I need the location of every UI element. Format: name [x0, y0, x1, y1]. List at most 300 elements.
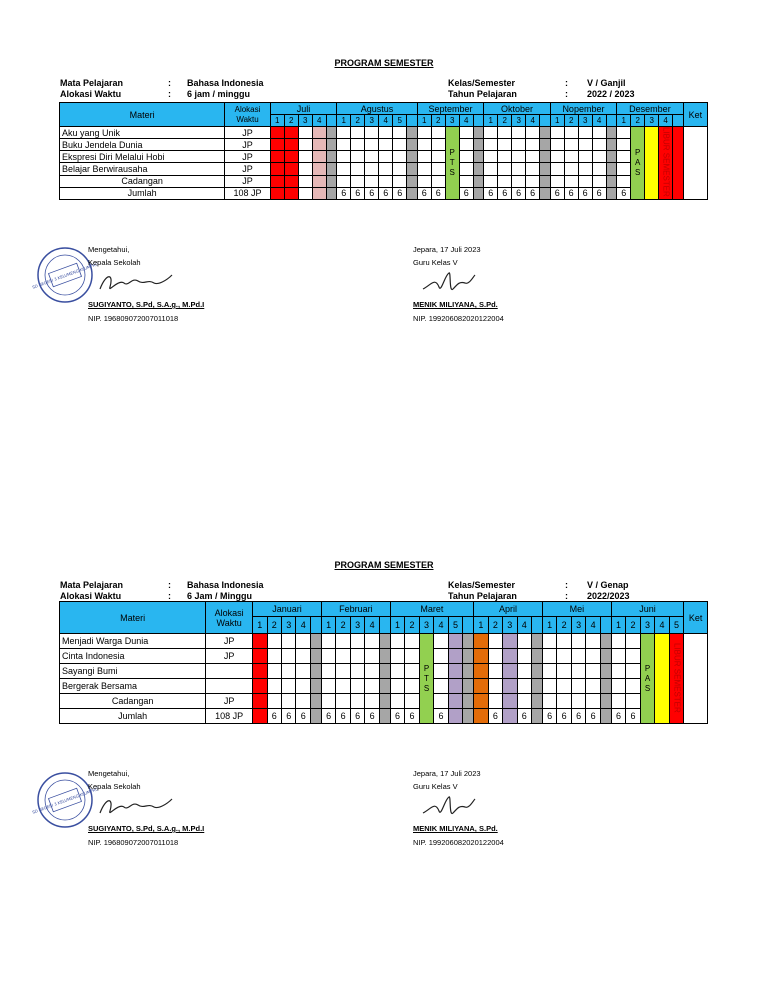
week-cell: [498, 139, 512, 151]
week-cell: [532, 664, 543, 679]
week-cell: [365, 694, 379, 709]
week-cell: [312, 139, 326, 151]
materi-cell: Sayangi Bumi: [60, 664, 206, 679]
materi-cell: Cadangan: [60, 694, 206, 709]
week-cell: 6: [336, 709, 350, 724]
week-cell: [473, 151, 484, 163]
jp-cell: JP: [225, 175, 271, 187]
yellow-cell: [645, 127, 659, 200]
week-number: 3: [419, 617, 433, 634]
week-number: 3: [512, 115, 526, 127]
week-cell: [463, 709, 474, 724]
week-number: 3: [282, 617, 296, 634]
jumlah-label: Jumlah: [60, 709, 206, 724]
week-cell: [253, 634, 267, 649]
week-cell: [617, 127, 631, 139]
week-number: 1: [390, 617, 404, 634]
materi-header: Materi: [60, 103, 225, 127]
week-cell: 6: [586, 709, 600, 724]
week-cell: [540, 175, 551, 187]
week-cell: [379, 127, 393, 139]
week-cell: [321, 649, 335, 664]
week-cell: 6: [517, 709, 531, 724]
week-number: 1: [253, 617, 267, 634]
pts-label: PTS: [423, 663, 430, 693]
jp-cell: JP: [206, 634, 253, 649]
week-number: 2: [564, 115, 578, 127]
week-cell: [379, 151, 393, 163]
week-cell: [512, 163, 526, 175]
week-cell: [267, 679, 281, 694]
week-cell: [606, 151, 617, 163]
week-cell: [417, 139, 431, 151]
doc1-info: [60, 78, 720, 102]
month-header: Januari: [253, 602, 322, 617]
month-header: April: [474, 602, 543, 617]
week-cell: [564, 127, 578, 139]
week-number: 3: [645, 115, 659, 127]
alokasi-header: Alokasi Waktu: [225, 103, 271, 127]
alokasi-label: Alokasi Waktu: [60, 89, 122, 99]
pas-cell: [640, 634, 654, 724]
week-cell: [390, 649, 404, 664]
week-gap: [407, 115, 418, 127]
week-cell: [310, 709, 321, 724]
week-cell: [526, 139, 540, 151]
guru-signature-block: [413, 769, 553, 849]
week-cell: [270, 127, 284, 139]
week-cell: [321, 634, 335, 649]
place-date: Jepara, 17 Juli 2023: [413, 769, 481, 778]
libur-label: LIBUR SEMESTER: [672, 642, 682, 713]
week-cell: [564, 151, 578, 163]
week-cell: [617, 163, 631, 175]
week-cell: 6: [390, 709, 404, 724]
week-cell: [611, 664, 625, 679]
week-cell: [434, 649, 448, 664]
week-cell: [337, 139, 351, 151]
week-cell: [474, 649, 488, 664]
week-number: 2: [284, 115, 298, 127]
week-cell: [488, 664, 502, 679]
week-cell: [571, 679, 585, 694]
week-cell: [463, 664, 474, 679]
week-cell: [488, 634, 502, 649]
week-cell: 6: [542, 709, 556, 724]
week-cell: [540, 139, 551, 151]
week-cell: [393, 151, 407, 163]
week-cell: [296, 634, 310, 649]
week-cell: [474, 679, 488, 694]
alokasi-value: 6 Jam / Minggu: [187, 591, 253, 601]
week-cell: [310, 634, 321, 649]
week-cell: [336, 664, 350, 679]
week-cell: [365, 649, 379, 664]
week-cell: 6: [488, 709, 502, 724]
week-number: 1: [337, 115, 351, 127]
week-cell: [474, 709, 488, 724]
week-cell: [390, 679, 404, 694]
tahun-value: 2022/2023: [587, 591, 630, 601]
week-cell: [298, 151, 312, 163]
week-cell: 6: [417, 187, 431, 199]
week-cell: [600, 679, 611, 694]
week-cell: [326, 127, 337, 139]
week-cell: [431, 127, 445, 139]
month-header: Juni: [611, 602, 683, 617]
week-cell: [296, 649, 310, 664]
week-cell: [564, 163, 578, 175]
week-cell: [351, 139, 365, 151]
week-cell: 6: [393, 187, 407, 199]
week-cell: [350, 649, 364, 664]
pts-label: PTS: [449, 147, 455, 177]
week-cell: [498, 175, 512, 187]
week-cell: 6: [379, 187, 393, 199]
week-cell: [550, 175, 564, 187]
week-number: 4: [586, 617, 600, 634]
week-cell: [532, 649, 543, 664]
week-cell: [365, 634, 379, 649]
week-cell: [484, 127, 498, 139]
week-cell: [488, 694, 502, 709]
week-gap: [540, 115, 551, 127]
week-cell: 6: [365, 187, 379, 199]
week-cell: [550, 127, 564, 139]
week-cell: [503, 694, 517, 709]
week-cell: [600, 694, 611, 709]
week-number: 4: [517, 617, 531, 634]
week-cell: [578, 127, 592, 139]
week-cell: [267, 694, 281, 709]
mapel-value: Bahasa Indonesia: [187, 78, 264, 88]
week-cell: [600, 664, 611, 679]
week-cell: [473, 187, 484, 199]
week-number: 4: [526, 115, 540, 127]
school-stamp: [31, 771, 99, 829]
week-cell: [434, 679, 448, 694]
week-cell: [611, 694, 625, 709]
week-cell: 6: [321, 709, 335, 724]
week-cell: [326, 163, 337, 175]
week-cell: [626, 649, 640, 664]
week-cell: [592, 127, 606, 139]
week-cell: [407, 139, 418, 151]
week-cell: [253, 709, 267, 724]
week-cell: [503, 664, 517, 679]
kepala-signature: [96, 793, 176, 821]
week-cell: [326, 151, 337, 163]
week-cell: 6: [484, 187, 498, 199]
week-cell: [296, 664, 310, 679]
week-cell: [557, 664, 571, 679]
week-cell: [517, 634, 531, 649]
week-cell: 6: [578, 187, 592, 199]
week-cell: [526, 127, 540, 139]
week-cell: [298, 175, 312, 187]
jp-cell: JP: [206, 649, 253, 664]
jp-cell: [206, 679, 253, 694]
week-cell: [473, 175, 484, 187]
week-cell: [321, 694, 335, 709]
week-cell: [626, 694, 640, 709]
week-cell: [592, 139, 606, 151]
week-cell: [498, 151, 512, 163]
week-number: 3: [578, 115, 592, 127]
week-cell: [379, 649, 390, 664]
week-cell: [282, 634, 296, 649]
week-cell: [336, 694, 350, 709]
week-cell: [390, 634, 404, 649]
week-number: 1: [474, 617, 488, 634]
week-cell: [298, 163, 312, 175]
pts-cell: [445, 127, 459, 200]
week-cell: [463, 649, 474, 664]
week-cell: [474, 664, 488, 679]
week-cell: 6: [564, 187, 578, 199]
week-cell: [473, 139, 484, 151]
week-cell: [282, 679, 296, 694]
week-cell: [526, 175, 540, 187]
week-cell: [626, 679, 640, 694]
week-cell: 6: [296, 709, 310, 724]
colon: :: [168, 580, 171, 590]
kelas-value: V / Genap: [587, 580, 629, 590]
guru-label: Guru Kelas V: [413, 782, 458, 791]
week-cell: 6: [351, 187, 365, 199]
week-cell: [448, 634, 462, 649]
week-cell: [617, 175, 631, 187]
alokasi-header: Alokasi Waktu: [206, 602, 253, 634]
week-cell: [282, 664, 296, 679]
week-cell: [459, 139, 473, 151]
week-cell: 6: [267, 709, 281, 724]
week-cell: [253, 664, 267, 679]
doc1-title: PROGRAM SEMESTER: [334, 58, 434, 68]
week-gap: [600, 617, 611, 634]
week-number: 4: [365, 617, 379, 634]
week-cell: [321, 679, 335, 694]
week-cell: [417, 151, 431, 163]
week-cell: [484, 163, 498, 175]
week-number: 2: [626, 617, 640, 634]
week-cell: [578, 139, 592, 151]
week-cell: [474, 634, 488, 649]
week-gap: [532, 617, 543, 634]
week-cell: [550, 139, 564, 151]
week-number: 4: [592, 115, 606, 127]
week-cell: [606, 175, 617, 187]
week-number: 1: [270, 115, 284, 127]
week-cell: [540, 187, 551, 199]
month-header: Desember: [617, 103, 683, 115]
week-cell: [417, 175, 431, 187]
week-cell: [571, 694, 585, 709]
week-gap: [473, 115, 484, 127]
week-cell: [512, 139, 526, 151]
week-cell: [298, 139, 312, 151]
week-cell: [312, 175, 326, 187]
week-cell: [542, 634, 556, 649]
ket-header: Ket: [684, 602, 708, 634]
week-cell: 6: [459, 187, 473, 199]
week-gap: [379, 617, 390, 634]
week-gap: [326, 115, 337, 127]
week-number: 1: [484, 115, 498, 127]
week-cell: [267, 664, 281, 679]
week-cell: [365, 139, 379, 151]
colon: :: [565, 78, 568, 88]
week-cell: [571, 649, 585, 664]
week-cell: 6: [617, 187, 631, 199]
ket-cell: [683, 127, 707, 200]
week-cell: [488, 649, 502, 664]
yellow-cell: [655, 634, 669, 724]
colon: :: [565, 89, 568, 99]
week-cell: 6: [571, 709, 585, 724]
mapel-value: Bahasa Indonesia: [187, 580, 264, 590]
week-number: 4: [312, 115, 326, 127]
week-cell: [484, 151, 498, 163]
mapel-label: Mata Pelajaran: [60, 580, 124, 590]
mengetahui-label: Mengetahui,: [88, 769, 130, 778]
week-cell: [321, 664, 335, 679]
week-cell: [365, 679, 379, 694]
week-number: 2: [488, 617, 502, 634]
week-gap: [310, 617, 321, 634]
week-cell: [417, 163, 431, 175]
week-cell: [488, 679, 502, 694]
week-cell: [448, 649, 462, 664]
kepala-signature: [96, 269, 176, 297]
week-cell: [253, 694, 267, 709]
week-cell: 6: [512, 187, 526, 199]
pas-cell: [631, 127, 645, 200]
week-number: 2: [351, 115, 365, 127]
week-cell: [407, 127, 418, 139]
week-cell: [310, 694, 321, 709]
month-header: Nopember: [550, 103, 617, 115]
week-cell: [253, 649, 267, 664]
week-cell: [503, 709, 517, 724]
week-number: 3: [503, 617, 517, 634]
colon: :: [565, 591, 568, 601]
week-cell: [431, 151, 445, 163]
week-cell: [474, 694, 488, 709]
week-cell: [379, 679, 390, 694]
week-cell: [390, 664, 404, 679]
colon: :: [565, 580, 568, 590]
guru-signature: [419, 267, 479, 299]
week-cell: [463, 679, 474, 694]
week-cell: [405, 634, 419, 649]
colon: :: [168, 591, 171, 601]
week-cell: [365, 151, 379, 163]
kepala-signature-block: [88, 245, 228, 325]
week-cell: [379, 139, 393, 151]
jp-cell: JP: [225, 163, 271, 175]
week-cell: [542, 694, 556, 709]
week-cell: [542, 679, 556, 694]
colon: :: [168, 78, 171, 88]
mapel-label: Mata Pelajaran: [60, 78, 124, 88]
week-cell: [298, 187, 312, 199]
tahun-label: Tahun Pelajaran: [448, 591, 517, 601]
week-cell: [296, 694, 310, 709]
week-cell: [337, 127, 351, 139]
week-cell: [365, 664, 379, 679]
week-gap: [606, 115, 617, 127]
week-cell: [459, 127, 473, 139]
week-cell: [564, 175, 578, 187]
week-cell: [498, 127, 512, 139]
kelas-value: V / Ganjil: [587, 78, 626, 88]
week-cell: [626, 634, 640, 649]
week-cell: [407, 187, 418, 199]
week-cell: [350, 634, 364, 649]
week-cell: 6: [282, 709, 296, 724]
tahun-label: Tahun Pelajaran: [448, 89, 517, 99]
week-cell: [540, 151, 551, 163]
week-cell: [337, 163, 351, 175]
week-cell: [611, 634, 625, 649]
week-cell: [434, 634, 448, 649]
doc2-title: PROGRAM SEMESTER: [334, 560, 434, 570]
colon: :: [168, 89, 171, 99]
week-cell: [503, 634, 517, 649]
week-cell: [550, 163, 564, 175]
school-stamp: [31, 246, 99, 304]
week-cell: [473, 163, 484, 175]
week-cell: [617, 151, 631, 163]
week-cell: [284, 139, 298, 151]
week-cell: [270, 151, 284, 163]
week-cell: 6: [434, 709, 448, 724]
month-header: September: [417, 103, 483, 115]
week-cell: [586, 634, 600, 649]
week-cell: [310, 649, 321, 664]
week-cell: [336, 649, 350, 664]
week-cell: [592, 151, 606, 163]
week-cell: [626, 664, 640, 679]
guru-name: MENIK MILIYANA, S.Pd.: [413, 300, 498, 309]
week-cell: [407, 163, 418, 175]
week-number: 5: [393, 115, 407, 127]
week-cell: [532, 709, 543, 724]
doc2-schedule-table: [59, 601, 708, 724]
week-cell: [550, 151, 564, 163]
week-cell: [393, 127, 407, 139]
week-cell: [407, 151, 418, 163]
week-cell: [606, 139, 617, 151]
week-cell: [312, 151, 326, 163]
month-header: Juli: [270, 103, 337, 115]
week-number: 3: [445, 115, 459, 127]
guru-label: Guru Kelas V: [413, 258, 458, 267]
week-number: 1: [321, 617, 335, 634]
week-cell: 6: [592, 187, 606, 199]
materi-cell: Buku Jendela Dunia: [60, 139, 225, 151]
week-cell: 6: [550, 187, 564, 199]
week-number: 2: [336, 617, 350, 634]
month-header: Mei: [542, 602, 611, 617]
week-cell: [463, 634, 474, 649]
ket-header: Ket: [683, 103, 707, 127]
week-cell: 6: [498, 187, 512, 199]
week-cell: [431, 139, 445, 151]
week-cell: [351, 151, 365, 163]
week-cell: [365, 163, 379, 175]
